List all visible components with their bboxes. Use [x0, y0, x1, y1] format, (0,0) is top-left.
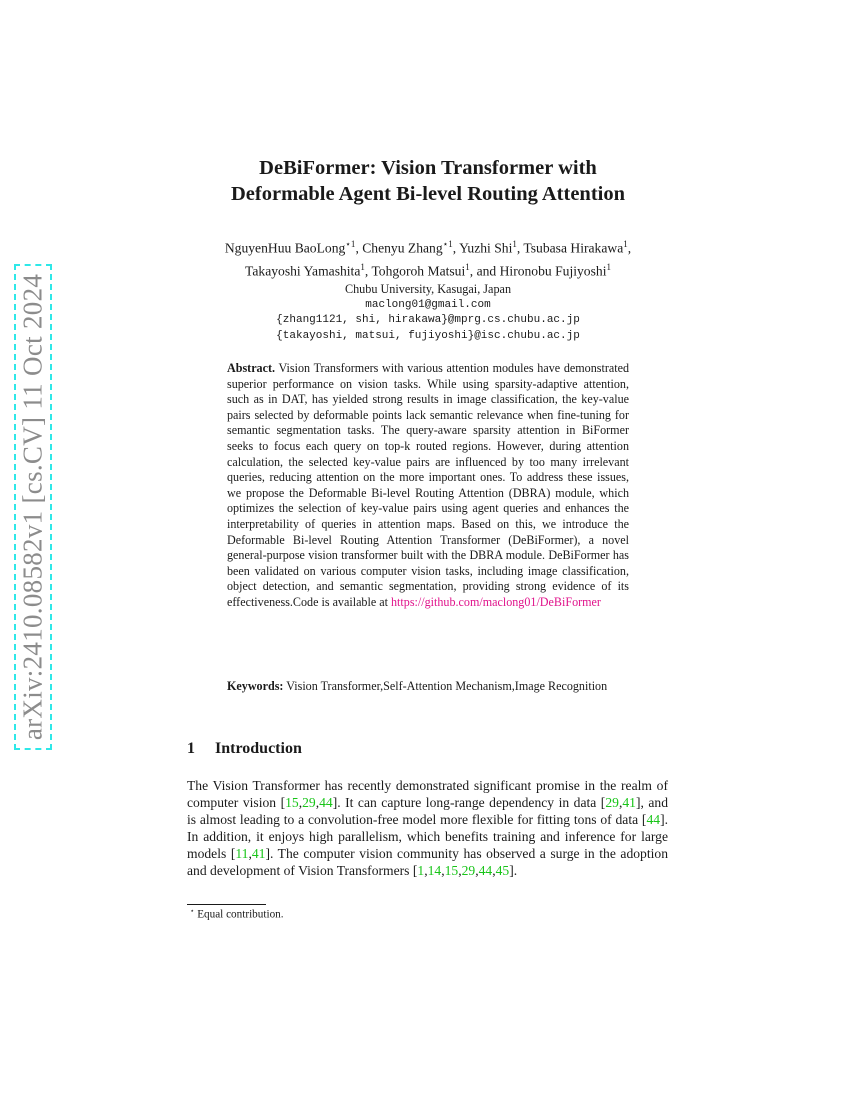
author-affiliation-mark: ⋆1 [345, 239, 356, 249]
citation-link[interactable]: 44 [478, 862, 493, 878]
code-link[interactable]: https://github.com/maclong01/DeBiFormer [391, 594, 601, 609]
citation-link[interactable]: 29 [605, 794, 619, 810]
abstract-label: Abstract. [227, 361, 276, 375]
author-name: NguyenHuu BaoLong [224, 240, 346, 256]
author-list [150, 235, 706, 280]
section-number: 1 [187, 740, 195, 757]
author-affiliation-mark: 1 [606, 261, 611, 272]
citation-link[interactable]: 44 [646, 811, 661, 827]
footnote [190, 907, 284, 921]
citation-link[interactable]: 15 [444, 862, 459, 878]
intro-paragraph: The Vision Transformer has recently demonstrated significant promise in the realm of computer vision [15,29,44]. It can capture long-range dependency in data [29,41], and is almost leading to a convolution-free model more flexible for fitting tons of data [44]. In addition, it enjoys high parallelism, which benefits training and inference for large models [11,41]. The computer vision community has observed a surge in the adoption and development of Vision Transformers [1,14,15,29,44,45]. [187, 778, 668, 878]
author-affiliation-mark: ⋆1 [442, 239, 453, 249]
citation-link[interactable]: 41 [622, 794, 636, 810]
title-line-2: Deformable Agent Bi-level Routing Attention [230, 183, 625, 205]
author-affiliation-mark: 1 [465, 261, 470, 272]
author-name: Tsubasa Hirakawa [523, 240, 624, 256]
section-heading [187, 740, 302, 758]
citation-link[interactable]: 45 [495, 862, 510, 878]
citation-link[interactable]: 14 [427, 862, 442, 878]
author-line-1: NguyenHuu BaoLong$^{⋆1}$, Chenyu Zhang$^{⋆1}$, Yuzhi Shi$^1$, Tsubasa Hirakawa$^1$, [224, 239, 632, 256]
author-name: Chenyu Zhang [362, 240, 443, 256]
citation-link[interactable]: 41 [251, 845, 266, 861]
affiliation-block [150, 282, 706, 344]
keywords-label: Keywords: [227, 679, 284, 693]
author-name: Yuzhi Shi [459, 240, 513, 256]
arxiv-stamp[interactable] [14, 264, 52, 750]
email-2[interactable]: {zhang1121, shi, hirakawa}@mprg.cs.chubu.ac.jp [276, 314, 580, 326]
citation-link[interactable]: 15 [285, 794, 299, 810]
paper-title [150, 155, 706, 207]
footnote-mark: ⋆ [190, 907, 195, 915]
affiliation: Chubu University, Kasugai, Japan [344, 282, 512, 296]
citation-link[interactable]: 29 [302, 794, 316, 810]
author-affiliation-mark: 1 [360, 261, 365, 272]
keywords [227, 679, 629, 695]
abstract-text: Vision Transformers with various attention modules have demonstrated superior performance on vision tasks. While using sparsity-adaptive attention, such as in DAT, has yielded strong results in image classification, the key-value pairs selected by deformable points lack semantic relevance when fine-tuning for semantic segmentation tasks. The query-aware sparsity attention in BiFormer seeks to focus each query on top-k routed regions. However, during attention calculation, the selected key-value pairs are influenced by too many irrelevant queries, reducing attention on the more important ones. To address these issues, we propose the Deformable Bi-level Routing Attention (DBRA) module, which optimizes the selection of key-value pairs using agent queries and enhances the interpretability of queries in attention maps. Based on this, we introduce the Deformable Bi-level Routing Attention Transformer (DeBiFormer), a novel general-purpose vision transformer built with the DBRA module. DeBiFormer has been validated on various computer vision tasks, including image classification, object detection, and semantic segmentation, providing strong evidence of its effectiveness.Code is available at [227, 361, 630, 609]
footnote-rule [187, 904, 266, 905]
citation-link[interactable]: 44 [319, 794, 333, 810]
author-name: Hironobu Fujiyoshi [499, 263, 607, 279]
email-3[interactable]: {takayoshi, matsui, fujiyoshi}@isc.chubu.ac.jp [276, 329, 580, 342]
email-1[interactable]: maclong01@gmail.com [365, 298, 491, 311]
citation-link[interactable]: 1 [417, 862, 425, 878]
title-line-1: DeBiFormer: Vision Transformer with [259, 157, 597, 179]
author-affiliation-mark: 1 [623, 239, 628, 249]
author-line-2: Takayoshi Yamashita$^1$, Tohgoroh Matsui$^1$, and Hironobu Fujiyoshi$^1$ [245, 261, 611, 279]
citation-link[interactable]: 11 [235, 845, 249, 861]
keywords-text: Vision Transformer,Self-Attention Mechanism,Image Recognition [286, 679, 608, 693]
section-title: Introduction [215, 740, 302, 757]
author-affiliation-mark: 1 [512, 239, 517, 249]
arxiv-identifier: arXiv:2410.08582v1 [cs.CV] 11 Oct 2024 [17, 273, 48, 741]
footnote-text: Equal contribution. [197, 908, 284, 921]
author-name: Takayoshi Yamashita [245, 263, 361, 279]
abstract [227, 361, 629, 611]
citation-link[interactable]: 29 [461, 862, 476, 878]
author-name: Tohgoroh Matsui [371, 263, 466, 279]
